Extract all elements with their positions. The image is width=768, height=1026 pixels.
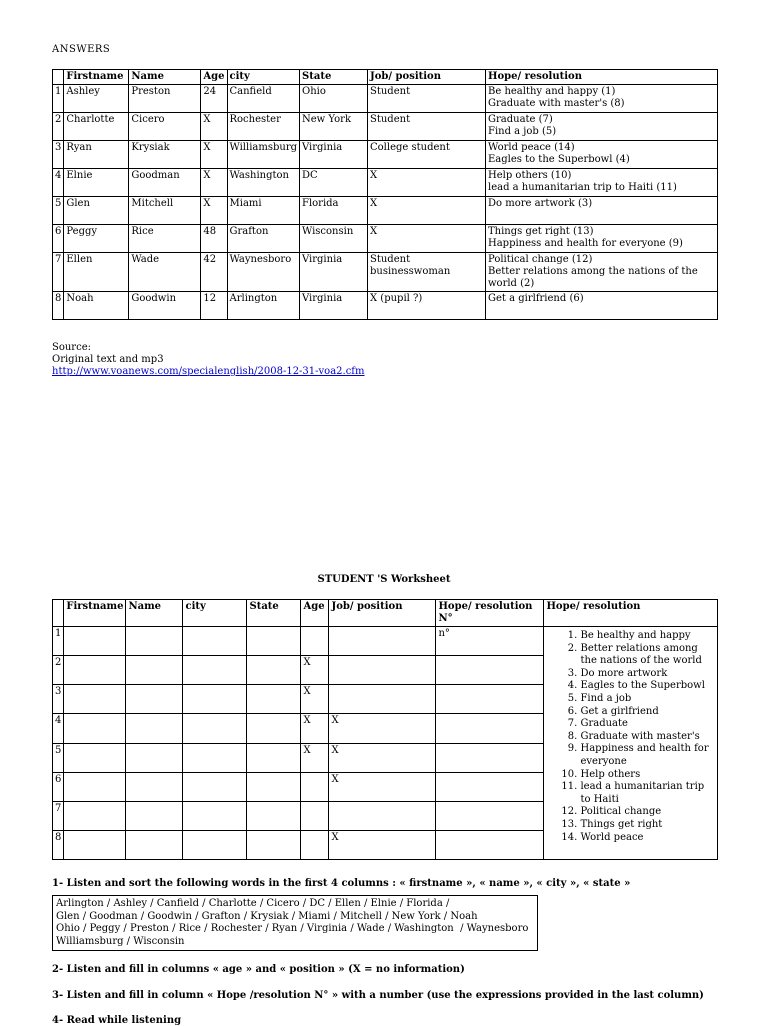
hope-line: Do more artwork (3) — [488, 198, 593, 209]
city-input-cell[interactable] — [183, 772, 247, 801]
hope-line: Graduate (7) — [488, 114, 553, 125]
firstname-input-cell[interactable] — [64, 685, 126, 714]
hope-line: lead a humanitarian trip to Haiti (11) — [488, 182, 677, 193]
age-input-cell[interactable] — [301, 830, 329, 859]
job-cell: X — [368, 225, 486, 253]
row-number: 7 — [53, 253, 64, 292]
hope-cell — [486, 225, 718, 253]
row-number: 8 — [53, 830, 64, 859]
ws-header-city: city — [183, 600, 247, 627]
name-input-cell[interactable] — [126, 830, 183, 859]
row-number: 3 — [53, 141, 64, 169]
city-cell: Rochester — [227, 113, 300, 141]
source-text: Original text and mp3 — [52, 354, 164, 365]
job-input-cell[interactable] — [329, 627, 436, 656]
state-input-cell[interactable] — [247, 685, 301, 714]
row-number: 7 — [53, 801, 64, 830]
table-row — [53, 169, 718, 197]
hope-no-input-cell[interactable] — [436, 685, 544, 714]
job-cell: X — [368, 169, 486, 197]
city-cell: Canfield — [227, 85, 300, 113]
name-cell: Cicero — [129, 113, 201, 141]
firstname-cell: Peggy — [64, 225, 129, 253]
age-input-cell[interactable] — [301, 801, 329, 830]
row-number: 3 — [53, 685, 64, 714]
answers-header-hope: Hope/ resolution — [486, 70, 718, 85]
table-row — [53, 225, 718, 253]
name-input-cell[interactable] — [126, 801, 183, 830]
hope-no-input-cell[interactable]: n° — [436, 627, 544, 656]
firstname-input-cell[interactable] — [64, 627, 126, 656]
age-input-cell[interactable]: X — [301, 685, 329, 714]
city-input-cell[interactable] — [183, 743, 247, 772]
firstname-cell: Noah — [64, 292, 129, 320]
hope-line: Be healthy and happy (1) — [488, 86, 616, 97]
worksheet-title: STUDENT 'S Worksheet — [317, 574, 451, 585]
job-cell: Student — [368, 85, 486, 113]
city-cell: Miami — [227, 197, 300, 225]
word-bank-box — [52, 895, 538, 951]
list-item: 3. Do more artwork — [580, 668, 715, 681]
age-cell: 24 — [201, 85, 227, 113]
hope-no-input-cell[interactable] — [436, 772, 544, 801]
answers-title: ANSWERS — [52, 44, 111, 55]
city-input-cell[interactable] — [183, 830, 247, 859]
instruction-step-4: 4- Read while listening — [52, 1015, 182, 1026]
row-number: 5 — [53, 743, 64, 772]
city-input-cell[interactable] — [183, 714, 247, 743]
age-input-cell[interactable]: X — [301, 656, 329, 685]
row-number: 8 — [53, 292, 64, 320]
state-input-cell[interactable] — [247, 830, 301, 859]
row-number: 5 — [53, 197, 64, 225]
hope-cell — [486, 141, 718, 169]
ws-header-firstname: Firstname — [64, 600, 126, 627]
job-cell: Student — [368, 113, 486, 141]
name-input-cell[interactable] — [126, 743, 183, 772]
city-input-cell[interactable] — [183, 627, 247, 656]
age-cell: X — [201, 141, 227, 169]
firstname-input-cell[interactable] — [64, 801, 126, 830]
name-input-cell[interactable] — [126, 685, 183, 714]
instruction-step-1: 1- Listen and sort the following words in the first 4 columns : « firstname », « name », « city », « state » — [52, 878, 631, 889]
hope-no-input-cell[interactable] — [436, 743, 544, 772]
hope-cell — [486, 113, 718, 141]
resolutions-list-cell — [544, 627, 718, 860]
job-input-cell[interactable]: X — [329, 830, 436, 859]
firstname-input-cell[interactable] — [64, 743, 126, 772]
source-link[interactable]: http://www.voanews.com/specialenglish/2008-12-31-voa2.cfm — [52, 366, 365, 377]
firstname-input-cell[interactable] — [64, 714, 126, 743]
instruction-step-3: 3- Listen and fill in column « Hope /resolution N° » with a number (use the expressions provided in the last column) — [52, 990, 704, 1001]
state-cell: Wisconsin — [300, 225, 368, 253]
hope-line: Political change (12) — [488, 254, 593, 265]
hope-cell — [486, 292, 718, 320]
row-number: 4 — [53, 169, 64, 197]
age-input-cell[interactable]: X — [301, 743, 329, 772]
state-input-cell[interactable] — [247, 772, 301, 801]
list-item: 1. Be healthy and happy — [580, 630, 715, 643]
row-number: 1 — [53, 85, 64, 113]
age-cell: X — [201, 197, 227, 225]
list-item: 8. Graduate with master's — [580, 731, 715, 744]
answers-header-city: city — [227, 70, 300, 85]
answers-header-num — [53, 70, 64, 85]
answers-header-job: Job/ position — [368, 70, 486, 85]
state-cell: Virginia — [300, 292, 368, 320]
state-input-cell[interactable] — [247, 627, 301, 656]
row-number: 4 — [53, 714, 64, 743]
firstname-cell: Glen — [64, 197, 129, 225]
state-input-cell[interactable] — [247, 656, 301, 685]
name-cell: Goodwin — [129, 292, 201, 320]
city-cell: Washington — [227, 169, 300, 197]
hope-line: Things get right (13) — [488, 226, 594, 237]
name-input-cell[interactable] — [126, 656, 183, 685]
firstname-cell: Elnie — [64, 169, 129, 197]
state-cell: Virginia — [300, 141, 368, 169]
word-bank-line: Williamsburg / Wisconsin — [56, 935, 185, 947]
name-cell: Wade — [129, 253, 201, 292]
firstname-input-cell[interactable] — [64, 656, 126, 685]
ws-header-state: State — [247, 600, 301, 627]
row-number: 2 — [53, 656, 64, 685]
age-cell: 48 — [201, 225, 227, 253]
ws-header-name: Name — [126, 600, 183, 627]
firstname-cell: Ryan — [64, 141, 129, 169]
hope-line: Happiness and health for everyone (9) — [488, 238, 683, 249]
name-cell: Rice — [129, 225, 201, 253]
firstname-input-cell[interactable] — [64, 772, 126, 801]
list-item: 10. Help others — [580, 769, 715, 782]
list-item: 2. Better relations among the nations of the world — [580, 643, 715, 668]
firstname-cell: Charlotte — [64, 113, 129, 141]
hope-line: World peace (14) — [488, 142, 575, 153]
age-cell: X — [201, 169, 227, 197]
table-row — [53, 292, 718, 320]
age-input-cell[interactable] — [301, 627, 329, 656]
state-cell: Ohio — [300, 85, 368, 113]
hope-no-input-cell[interactable] — [436, 801, 544, 830]
age-input-cell[interactable]: X — [301, 714, 329, 743]
worksheet-header-row — [53, 600, 718, 627]
city-input-cell[interactable] — [183, 656, 247, 685]
hope-line: Graduate with master's (8) — [488, 98, 625, 109]
ws-header-num — [53, 600, 64, 627]
answers-header-firstname: Firstname — [64, 70, 129, 85]
answers-header-row — [53, 70, 718, 85]
state-cell: Virginia — [300, 253, 368, 292]
worksheet-table — [52, 599, 718, 860]
firstname-cell: Ellen — [64, 253, 129, 292]
firstname-cell: Ashley — [64, 85, 129, 113]
city-cell: Williamsburg — [227, 141, 300, 169]
job-input-cell[interactable]: X — [329, 714, 436, 743]
age-cell: 12 — [201, 292, 227, 320]
answers-header-name: Name — [129, 70, 201, 85]
state-cell: New York — [300, 113, 368, 141]
table-row — [53, 253, 718, 292]
row-number: 1 — [53, 627, 64, 656]
row-number: 6 — [53, 225, 64, 253]
word-bank-line: Glen / Goodman / Goodwin / Grafton / Krysiak / Miami / Mitchell / New York / Noah — [56, 910, 478, 922]
age-cell: 42 — [201, 253, 227, 292]
hope-no-input-cell[interactable] — [436, 830, 544, 859]
ws-header-age: Age — [301, 600, 329, 627]
instruction-step-2: 2- Listen and fill in columns « age » and « position » (X = no information) — [52, 964, 465, 975]
hope-no-input-cell[interactable] — [436, 656, 544, 685]
job-input-cell[interactable] — [329, 801, 436, 830]
hope-line: Better relations among the nations of the world (2) — [488, 266, 698, 289]
table-row — [53, 85, 718, 113]
list-item: 12. Political change — [580, 806, 715, 819]
name-cell: Preston — [129, 85, 201, 113]
hope-line: Get a girlfriend (6) — [488, 293, 584, 304]
job-input-cell[interactable]: X — [329, 743, 436, 772]
source-label: Source: — [52, 342, 91, 353]
list-item: 11. lead a humanitarian trip to Haiti — [580, 781, 715, 806]
list-item: 4. Eagles to the Superbowl — [580, 680, 715, 693]
state-input-cell[interactable] — [247, 801, 301, 830]
job-cell: Student businesswoman — [368, 253, 486, 292]
hope-cell — [486, 85, 718, 113]
job-cell: X — [368, 197, 486, 225]
city-input-cell[interactable] — [183, 801, 247, 830]
name-input-cell[interactable] — [126, 627, 183, 656]
job-input-cell[interactable]: X — [329, 772, 436, 801]
state-input-cell[interactable] — [247, 743, 301, 772]
hope-cell — [486, 169, 718, 197]
hope-line: Help others (10) — [488, 170, 572, 181]
table-row — [53, 141, 718, 169]
hope-no-input-cell[interactable] — [436, 714, 544, 743]
state-cell: DC — [300, 169, 368, 197]
word-bank-line: Arlington / Ashley / Canfield / Charlotte / Cicero / DC / Ellen / Elnie / Florida / — [56, 898, 450, 909]
hope-cell — [486, 197, 718, 225]
list-item: 7. Graduate — [580, 718, 715, 731]
word-bank-line: Ohio / Peggy / Preston / Rice / Rochester / Ryan / Virginia / Wade / Washington / Waynesboro — [56, 923, 529, 935]
state-cell: Florida — [300, 197, 368, 225]
table-row — [53, 113, 718, 141]
state-input-cell[interactable] — [247, 714, 301, 743]
ws-header-hope: Hope/ resolution — [544, 600, 718, 627]
job-input-cell[interactable] — [329, 656, 436, 685]
answers-header-age: Age — [201, 70, 227, 85]
city-cell: Arlington — [227, 292, 300, 320]
job-cell: X (pupil ?) — [368, 292, 486, 320]
name-cell: Krysiak — [129, 141, 201, 169]
name-input-cell[interactable] — [126, 714, 183, 743]
list-item: 14. World peace — [580, 832, 715, 845]
city-cell: Grafton — [227, 225, 300, 253]
city-cell: Waynesboro — [227, 253, 300, 292]
hope-cell — [486, 253, 718, 292]
list-item: 13. Things get right — [580, 819, 715, 832]
job-cell: College student — [368, 141, 486, 169]
list-item: 9. Happiness and health for everyone — [580, 743, 715, 768]
list-item: 5. Find a job — [580, 693, 715, 706]
name-cell: Mitchell — [129, 197, 201, 225]
answers-header-state: State — [300, 70, 368, 85]
table-row — [53, 197, 718, 225]
row-number: 6 — [53, 772, 64, 801]
firstname-input-cell[interactable] — [64, 830, 126, 859]
city-input-cell[interactable] — [183, 685, 247, 714]
source-block — [52, 342, 365, 378]
resolutions-list — [546, 630, 715, 844]
hope-line: Find a job (5) — [488, 126, 557, 137]
answers-table — [52, 69, 718, 320]
ws-header-job: Job/ position — [329, 600, 436, 627]
name-cell: Goodman — [129, 169, 201, 197]
age-input-cell[interactable] — [301, 772, 329, 801]
job-input-cell[interactable] — [329, 685, 436, 714]
table-row — [53, 627, 718, 656]
name-input-cell[interactable] — [126, 772, 183, 801]
ws-header-hope-no: Hope/ resolution N° — [436, 600, 544, 627]
row-number: 2 — [53, 113, 64, 141]
age-cell: X — [201, 113, 227, 141]
list-item: 6. Get a girlfriend — [580, 706, 715, 719]
hope-line: Eagles to the Superbowl (4) — [488, 154, 630, 165]
